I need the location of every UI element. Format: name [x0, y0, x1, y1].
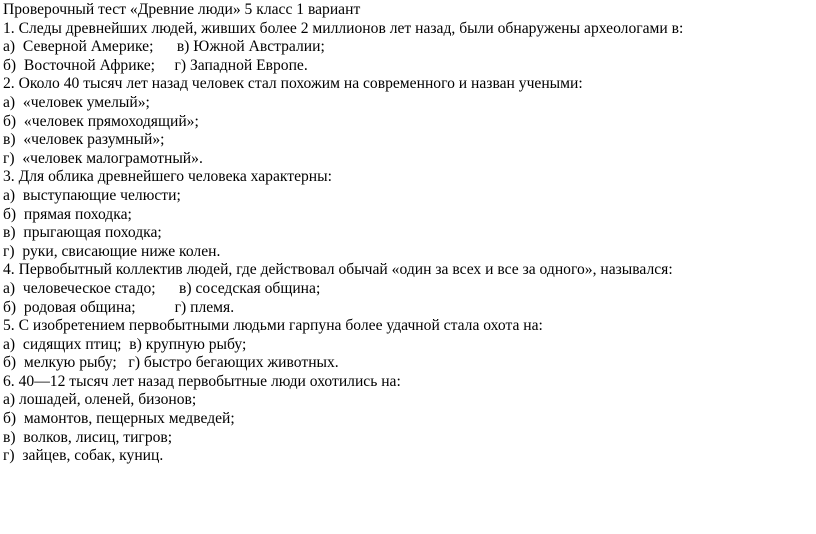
question-3-option-v: в) прыгающая походка;: [3, 224, 162, 242]
question-5-answer-line-2: б) мелкую рыбу; г) быстро бегающих животных.: [3, 354, 339, 372]
question-3-option-b: б) прямая походка;: [3, 205, 132, 223]
question-3-option-a: а) выступающие челюсти;: [3, 186, 181, 204]
question-6-option-a: а) лошадей, оленей, бизонов;: [3, 391, 197, 409]
question-4-text: 4. Первобытный коллектив людей, где действовал обычай «один за всех и все за одного», назывался:: [3, 261, 673, 279]
question-3-text: 3. Для облика древнейшего человека характерны:: [3, 168, 332, 186]
question-4-answer-line-1: а) человеческое стадо; в) соседская община;: [3, 279, 321, 297]
question-6-text: 6. 40—12 тысяч лет назад первобытные люди охотились на:: [3, 372, 401, 390]
question-3-option-g: г) руки, свисающие ниже колен.: [3, 242, 221, 260]
question-2-option-b: б) «человек прямоходящий»;: [3, 112, 199, 130]
question-2-option-v: в) «человек разумный»;: [3, 131, 165, 149]
test-document: [3, 1, 813, 466]
question-2-option-g: г) «человек малограмотный».: [3, 149, 203, 167]
question-4-answer-line-2: б) родовая община; г) племя.: [3, 298, 235, 316]
question-1-text: 1. Следы древнейших людей, живших более 2 миллионов лет назад, были обнаружены археологами в:: [3, 19, 684, 37]
question-5-answer-line-1: а) сидящих птиц; в) крупную рыбу;: [3, 335, 247, 353]
question-1-answer-line-1: а) Северной Америке; в) Южной Австралии;: [3, 38, 325, 56]
question-2-text: 2. Около 40 тысяч лет назад человек стал похожим на современного и назван учеными:: [3, 75, 583, 93]
question-6-option-v: в) волков, лисиц, тигров;: [3, 428, 173, 446]
question-6-option-b: б) мамонтов, пещерных медведей;: [3, 410, 235, 428]
question-5-text: 5. С изобретением первобытными людьми гарпуна более удачной стала охота на:: [3, 317, 543, 335]
question-6-option-g: г) зайцев, собак, куниц.: [3, 447, 164, 465]
question-1-answer-line-2: б) Восточной Африке; г) Западной Европе.: [3, 56, 308, 74]
test-title: Проверочный тест «Древние люди» 5 класс 1 вариант: [3, 1, 361, 18]
question-2-option-a: а) «человек умелый»;: [3, 93, 150, 111]
